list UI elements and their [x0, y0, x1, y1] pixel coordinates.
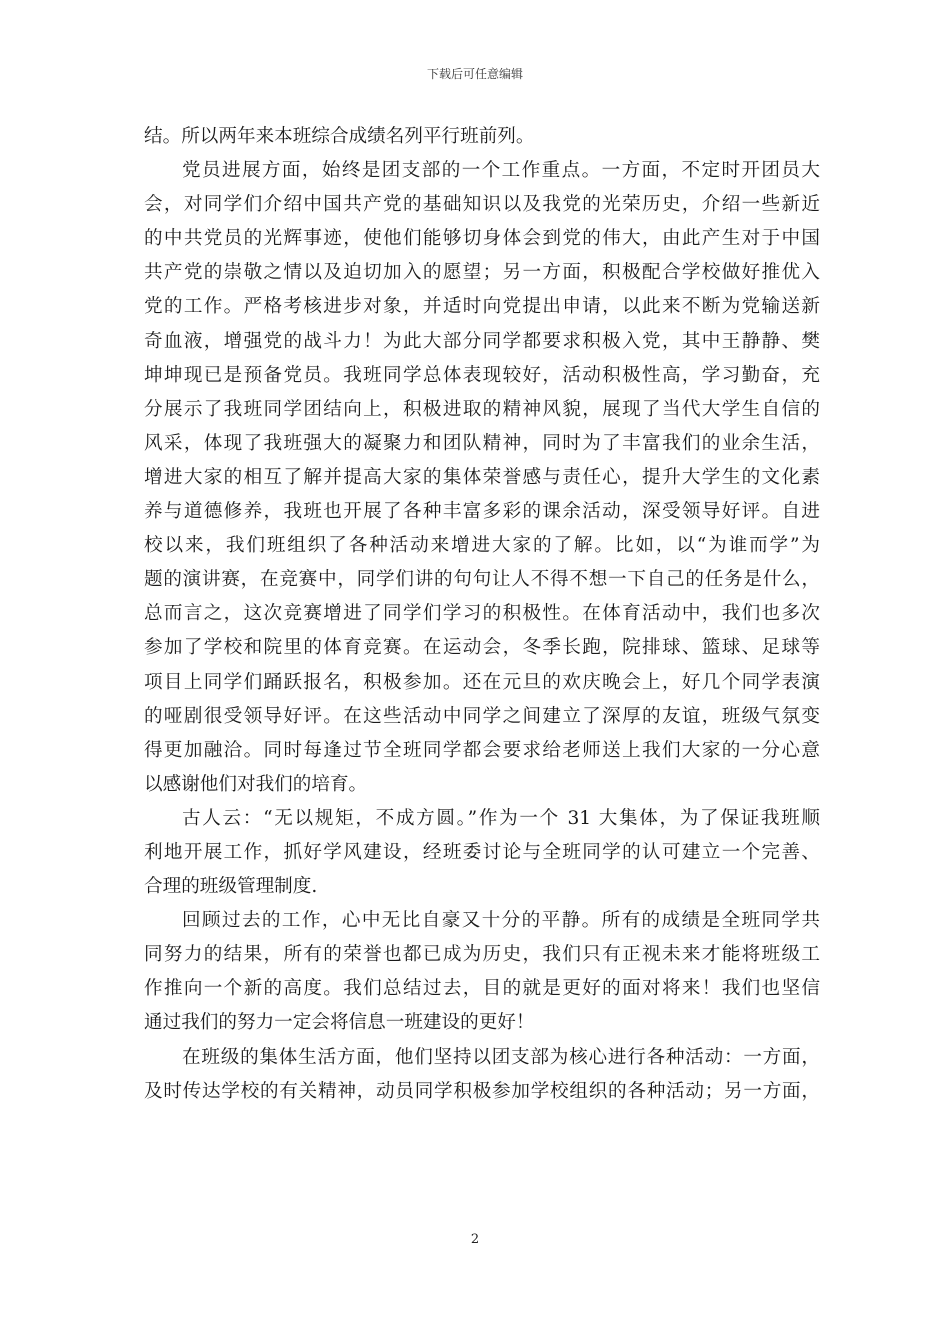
text-line: 共产党的崇敬之情以及迫切加入的愿望；另一方面，积极配合学校做好推优入	[144, 262, 820, 284]
text-line: 利地开展工作，抓好学风建设，经班委讨论与全班同学的认可建立一个完善、	[144, 841, 820, 863]
text-line: 校以来，我们班组织了各种活动来增进大家的了解。比如，以“为谁而学”为	[144, 535, 820, 557]
text-line: 的中共党员的光辉事迹，使他们能够切身体会到党的伟大，由此产生对于中国	[144, 228, 820, 250]
text-line: 得更加融洽。同时每逢过节全班同学都会要求给老师送上我们大家的一分心意	[144, 739, 820, 761]
text-line: 坤坤现已是预备党员。我班同学总体表现较好，活动积极性高，学习勤奋，充	[144, 364, 820, 386]
text-line: 古人云：“无以规矩，不成方圆。”作为一个 31 大集体，为了保证我班顺	[182, 807, 820, 829]
text-line: 作推向一个新的高度。我们总结过去，目的就是更好的面对将来！我们也坚信	[144, 978, 820, 1000]
text-line: 的哑剧很受领导好评。在这些活动中同学之间建立了深厚的友谊，班级气氛变	[144, 705, 820, 727]
text-line: 题的演讲赛，在竞赛中，同学们讲的句句让人不得不想一下自己的任务是什么，	[144, 569, 820, 591]
text-line: 以感谢他们对我们的培育。	[144, 773, 368, 795]
text-line: 项目上同学们踊跃报名，积极参加。还在元旦的欢庆晚会上，好几个同学表演	[144, 671, 820, 693]
text-line: 奇血液，增强党的战斗力！为此大部分同学都要求积极入党，其中王静静、樊	[144, 330, 820, 352]
document-body	[144, 120, 820, 1109]
text-line: 在班级的集体生活方面，他们坚持以团支部为核心进行各种活动：一方面，	[182, 1046, 820, 1068]
text-line: 党员进展方面，始终是团支部的一个工作重点。一方面，不定时开团员大	[182, 160, 820, 182]
text-line: 回顾过去的工作，心中无比自豪又十分的平静。所有的成绩是全班同学共	[182, 910, 820, 932]
text-line: 增进大家的相互了解并提高大家的集体荣誉感与责任心，提升大学生的文化素	[144, 466, 820, 488]
text-line: 参加了学校和院里的体育竞赛。在运动会，冬季长跑，院排球、篮球、足球等	[144, 637, 820, 659]
text-line: 结。所以两年来本班综合成绩名列平行班前列。	[144, 126, 535, 147]
text-line: 通过我们的努力一定会将信息一班建设的更好！	[144, 1012, 535, 1034]
text-line: 同努力的结果，所有的荣誉也都已成为历史，我们只有正视未来才能将班级工	[144, 944, 820, 966]
text-line: 风采，体现了我班强大的凝聚力和团队精神，同时为了丰富我们的业余生活，	[144, 432, 820, 454]
page-number: 2	[470, 1232, 480, 1247]
page-header: 下载后可任意编辑	[426, 67, 523, 81]
text-line: 及时传达学校的有关精神，动员同学积极参加学校组织的各种活动；另一方面，	[144, 1080, 820, 1102]
text-line: 合理的班级管理制度.	[144, 876, 318, 898]
text-line: 总而言之，这次竞赛增进了同学们学习的积极性。在体育活动中，我们也多次	[144, 603, 820, 625]
text-line: 养与道德修养，我班也开展了各种丰富多彩的课余活动，深受领导好评。自进	[144, 501, 820, 523]
text-line: 分展示了我班同学团结向上，积极进取的精神风貌，展现了当代大学生自信的	[144, 398, 820, 420]
text-line: 党的工作。严格考核进步对象，并适时向党提出申请，以此来不断为党输送新	[144, 296, 820, 318]
text-line: 会，对同学们介绍中国共产党的基础知识以及我党的光荣历史，介绍一些新近	[144, 194, 820, 216]
